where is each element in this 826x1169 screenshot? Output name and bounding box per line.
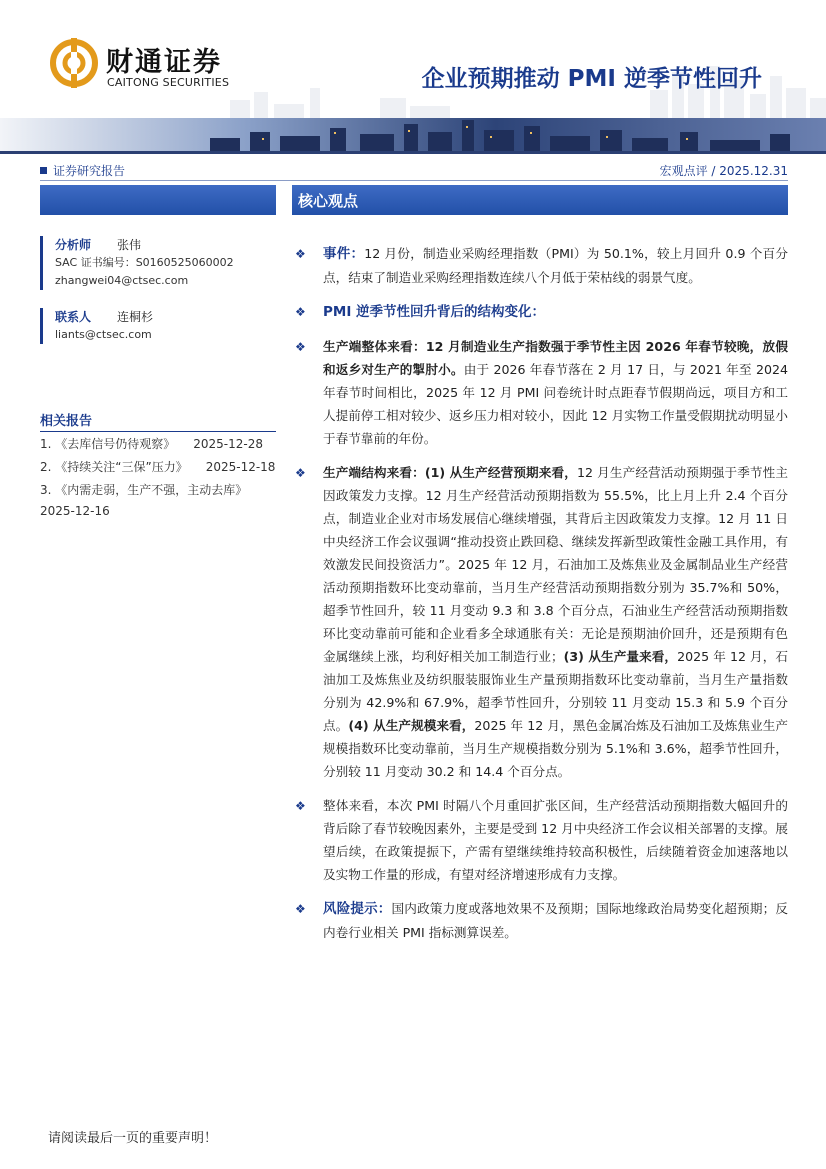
key-points	[292, 242, 788, 955]
point-production-structure	[292, 461, 788, 783]
point-label: 事件：	[323, 246, 365, 262]
caitong-logo	[50, 36, 260, 98]
logo-english-name: CAITONG SECURITIES	[107, 76, 230, 89]
analyst-name: 张伟	[117, 238, 142, 252]
report-tag-row	[40, 160, 788, 180]
point-production-overall	[292, 335, 788, 450]
report-type-label: 证券研究报告	[53, 164, 126, 178]
point-text: 整体来看，本次 PMI 时隔八个月重回扩张区间，生产经营活动预期指数大幅回升的背后除了春节较晚因素外，主要是受到 12 月中央经济工作会议相关部署的支撑。展望后续，在政策提振下，产需有望继续维持较高积极性，后续随着资金加速落地以及实物工作量的形成，有望对经济增速形成有力支撑。	[323, 798, 788, 882]
point-bold-lead: 生产端结构来看：(1) 从生产经营预期来看，	[323, 465, 577, 480]
diamond-bullet-icon: ❖	[295, 466, 306, 480]
section-title: 核心观点	[298, 192, 359, 210]
analyst-card	[40, 236, 276, 290]
point-bold-lead: 生产端整体来看：12 月制造业生产指数强于季节性主因 2026 年春节较晚，放假和返乡对生产的掣肘小。	[323, 339, 788, 377]
logo-chinese-name: 财通证券	[106, 47, 222, 78]
report-type-tag	[40, 162, 125, 179]
point-label: 风险提示：	[323, 901, 392, 917]
sidebar-header-bar	[40, 185, 276, 215]
report-category-date: 宏观点评 / 2025.12.31	[659, 164, 788, 178]
point-heading: PMI 逆季节性回升背后的结构变化：	[323, 304, 546, 320]
point-text: 12 月生产经营活动预期强于季节性主因政策发力支撑。12 月生产经营活动预期指数为 55.5%，比上月上升 2.4 个百分点，制造业企业对市场发展信心继续增强，其背后主因政策发力支撑。12 月 11 日中央经济工作会议强调“推动投资止跌回稳、继续发挥新型政策性金融工具作用，有效激发民间投资活力”。2025 年 12 月，石油加工及炼焦业及金属制品业生产经营活动预期指数环比变动靠前，当月生产经营活动预期指数分别为 35.7%和 50%，超季节性回升，较 11 月变动 9.3 和 3.8 个百分点，石油业生产经营活动预期指数环比变动靠前可能和企业看多全球通胀有关：无论是预期油价回升，还是预期有色金属继续上涨，均利好相关加工制造行业；	[323, 465, 788, 664]
point-overall	[292, 794, 788, 886]
document-title: 企业预期推动 PMI 逆季节性回升	[421, 66, 762, 92]
related-report-item: 3. 《内需走弱，生产不强，主动去库》 2025-12-16	[40, 483, 248, 518]
point-text: 国内政策力度或落地效果不及预期；国际地缘政治局势变化超预期；反内卷行业相关 PMI 指标测算误差。	[323, 901, 789, 940]
disclaimer-note: 请阅读最后一页的重要声明！	[48, 1131, 218, 1146]
related-report-item: 1. 《去库信号仍待观察》 2025-12-28	[40, 437, 264, 451]
section-title-bar	[292, 185, 788, 215]
diamond-bullet-icon: ❖	[295, 247, 306, 261]
point-bold-sub: (4) 从生产规模来看，	[348, 718, 475, 733]
contact-email: liants@ctsec.com	[55, 328, 152, 341]
point-bold-sub: (3) 从生产量来看，	[563, 649, 678, 664]
analyst-cert: SAC 证书编号：S0160525060002	[55, 256, 234, 269]
point-text: 12 月份，制造业采购经理指数（PMI）为 50.1%，较上月回升 0.9 个百分点，结束了制造业采购经理指数连续八个月低于荣枯线的弱景气度。	[323, 246, 788, 285]
divider-line	[40, 180, 788, 181]
point-text: 2025 年 12 月，黑色金属冶炼及石油加工及炼焦业生产规模指数环比变动靠前，当月生产规模指数分别为 5.1%和 3.6%，超季节性回升，分别较 11 月变动 30.2 和 14.4 个百分点。	[323, 718, 788, 779]
contact-card	[40, 308, 276, 344]
diamond-bullet-icon: ❖	[295, 305, 306, 319]
analyst-email: zhangwei04@ctsec.com	[55, 274, 189, 287]
related-reports	[40, 410, 276, 522]
logo-emblem-icon	[50, 38, 98, 88]
square-bullet-icon	[40, 167, 47, 174]
contact-name: 连桐杉	[117, 310, 154, 324]
point-risk	[292, 897, 788, 944]
related-report-item: 2. 《持续关注“三保”压力》 2025-12-18	[40, 460, 276, 474]
diamond-bullet-icon: ❖	[295, 340, 306, 354]
diamond-bullet-icon: ❖	[295, 902, 306, 916]
city-night-banner-image	[0, 118, 826, 154]
analyst-role: 分析师	[55, 238, 92, 252]
analyst-panel	[40, 236, 276, 362]
related-reports-title: 相关报告	[40, 410, 276, 432]
point-text: 由于 2026 年春节落在 2 月 17 日，与 2021 年至 2024 年春节时间相比，2025 年 12 月 PMI 问卷统计时点距春节假期尚远，项目方和工人提前停工相对较少、返乡压力相对较小，因此 12 月实物工作量受假期扰动明显小于春节靠前的年份。	[323, 362, 789, 446]
page-header	[0, 0, 826, 160]
point-structure-heading	[292, 300, 788, 324]
contact-role: 联系人	[55, 310, 92, 324]
diamond-bullet-icon: ❖	[295, 799, 306, 813]
point-text: 2025 年 12 月，石油加工及炼焦业及纺织服装服饰业生产量预期指数环比变动靠前，当月生产量指数分别为 42.9%和 67.9%，超季节性回升，分别较 11 月变动 15.3 和 5.9 个百分点。	[323, 649, 788, 733]
point-event	[292, 242, 788, 289]
